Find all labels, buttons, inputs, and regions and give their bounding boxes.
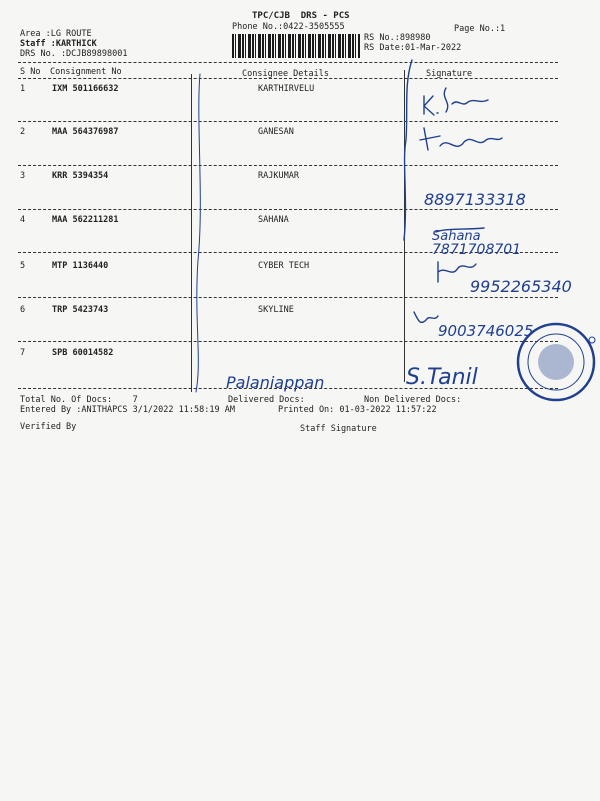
delivered-docs: Delivered Docs: xyxy=(228,395,305,405)
row-consignment: MAA 562211281 xyxy=(52,215,119,225)
signature-mark xyxy=(424,88,488,115)
document-title: TPC/CJB DRS - PCS xyxy=(252,11,350,21)
row-sno: 3 xyxy=(20,171,26,181)
row-consignment: TRP 5423743 xyxy=(52,305,109,315)
row-consignee: SAHANA xyxy=(258,215,289,225)
handwritten-name: Sahana xyxy=(432,229,481,244)
drs-number: DRS No. :DCJB89898001 xyxy=(20,49,128,59)
row-consignment: KRR 5394354 xyxy=(52,171,109,181)
phone-number: Phone No.:0422-3505555 xyxy=(232,22,345,32)
column-header-signature: Signature xyxy=(426,69,473,79)
handwritten-number: 7871708701 xyxy=(432,242,522,258)
handwritten-name: Palaniappan xyxy=(226,373,325,392)
staff-signature-label: Staff Signature xyxy=(300,424,377,434)
signature-mark xyxy=(420,128,502,150)
entered-by: Entered By :ANITHAPCS 3/1/2022 11:58:19 AM xyxy=(20,405,235,415)
row-consignee: RAJKUMAR xyxy=(258,171,299,181)
page-number: Page No.:1 xyxy=(454,24,506,34)
non-delivered-docs: Non Delivered Docs: xyxy=(364,395,462,405)
row-consignee: CYBER TECH xyxy=(258,261,310,271)
row-consignee: SKYLINE xyxy=(258,305,294,315)
area-label: Area :LG ROUTE xyxy=(20,29,92,39)
row-consignment: IXM 501166632 xyxy=(52,84,119,94)
row-consignment: MTP 1136440 xyxy=(52,261,109,271)
row-sno: 5 xyxy=(20,261,26,271)
row-sno: 1 xyxy=(20,84,26,94)
staff-handwritten-signature: S.Tanil xyxy=(406,365,478,390)
company-stamp xyxy=(518,324,595,400)
bracket-stroke xyxy=(404,60,412,240)
printed-on: Printed On: 01-03-2022 11:57:22 xyxy=(278,405,437,415)
verified-by: Verified By xyxy=(20,422,77,432)
row-sno: 4 xyxy=(20,215,26,225)
column-header-consignment: Consignment No xyxy=(50,67,122,77)
rs-date: RS Date:01-Mar-2022 xyxy=(364,43,462,53)
handwritten-number: 9003746025 xyxy=(438,322,534,340)
row-sno: 7 xyxy=(20,348,26,358)
row-consignee: KARTHIRVELU xyxy=(258,84,315,94)
row-consignment: SPB 60014582 xyxy=(52,348,114,358)
row-sno: 6 xyxy=(20,305,26,315)
bracket-stroke xyxy=(196,74,200,392)
rs-number: RS No.:898980 xyxy=(364,33,431,43)
column-header-consignee: Consignee Details xyxy=(242,69,329,79)
column-header-sno: S No xyxy=(20,67,41,77)
staff-label: Staff :KARTHICK xyxy=(20,39,97,49)
row-consignee: GANESAN xyxy=(258,127,294,137)
total-docs: Total No. Of Docs: 7 xyxy=(20,395,138,405)
handwritten-number: 9952265340 xyxy=(470,277,572,296)
row-sno: 2 xyxy=(20,127,26,137)
handwritten-number: 8897133318 xyxy=(424,190,526,209)
row-consignment: MAA 564376987 xyxy=(52,127,119,137)
signature-mark xyxy=(414,312,438,322)
